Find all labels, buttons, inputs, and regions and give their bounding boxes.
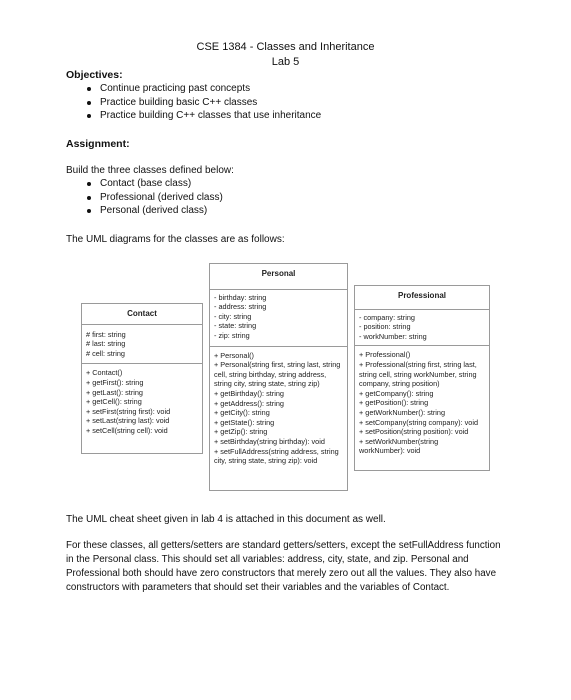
class-list [86,177,223,218]
uml-personal-name: Personal [261,269,296,278]
instructions-paragraph: For these classes, all getters/setters are standard getters/setters, except the setFullAddress function in the Personal class. This should set all variables: address, city, state, and zip. Personal and Professional both should have zero constructors that merely zero out all the values. They also have constructors with parameters that should set their variables and the variables of Contact. [66,540,501,593]
objective-item: Continue practicing past concepts [86,82,321,96]
uml-contact-class [81,303,203,454]
uml-personal-methods: + Personal() + Personal(string first, string last, string cell, string birthday, string address, string city, string state, string zip) + getBirthday(): string + getAddress(): string + getCity(): string + getState(): string + getZip(): string + setBirthday(string birthday): void + setFullAddress(string address, string city, string state, string zip): void [210,346,347,469]
class-item: Professional (derived class) [86,191,223,205]
lab-number: Lab 5 [271,56,300,68]
uml-professional-name: Professional [397,291,446,300]
uml-personal-class [209,263,348,491]
uml-intro: The UML diagrams for the classes are as follows: [66,234,285,245]
document-title: CSE 1384 - Classes and Inheritance [196,41,375,53]
cheat-sheet-note: The UML cheat sheet given in lab 4 is attached in this document as well. [66,514,386,525]
class-item: Contact (base class) [86,177,223,191]
objectives-heading: Objectives: [66,69,123,81]
uml-professional-class [354,285,490,471]
uml-contact-name: Contact [127,309,157,318]
uml-professional-methods: + Professional() + Professional(string first, string last, string cell, string workNumber, string company, string position) + getCompany(): string + getPosition(): string + getWorkNumber(): string + setCompany(string company): void + setPosition(string position): void + setWorkNumber(string workNumber): void [355,345,489,459]
objective-item: Practice building C++ classes that use inheritance [86,109,321,123]
uml-professional-attributes: - company: string - position: string - workNumber: string [355,309,489,346]
assignment-intro: Build the three classes defined below: [66,165,234,176]
objectives-list [86,82,321,123]
uml-contact-attributes: # first: string # last: string # cell: string [82,324,202,364]
objective-item: Practice building basic C++ classes [86,96,321,110]
uml-personal-attributes: - birthday: string - address: string - city: string - state: string - zip: string [210,289,347,346]
uml-contact-methods: + Contact() + getFirst(): string + getLast(): string + getCell(): string + setFirst(string first): void + setLast(string last): void + setCell(string cell): void [82,363,202,438]
class-item: Personal (derived class) [86,204,223,218]
assignment-heading: Assignment: [66,138,130,150]
